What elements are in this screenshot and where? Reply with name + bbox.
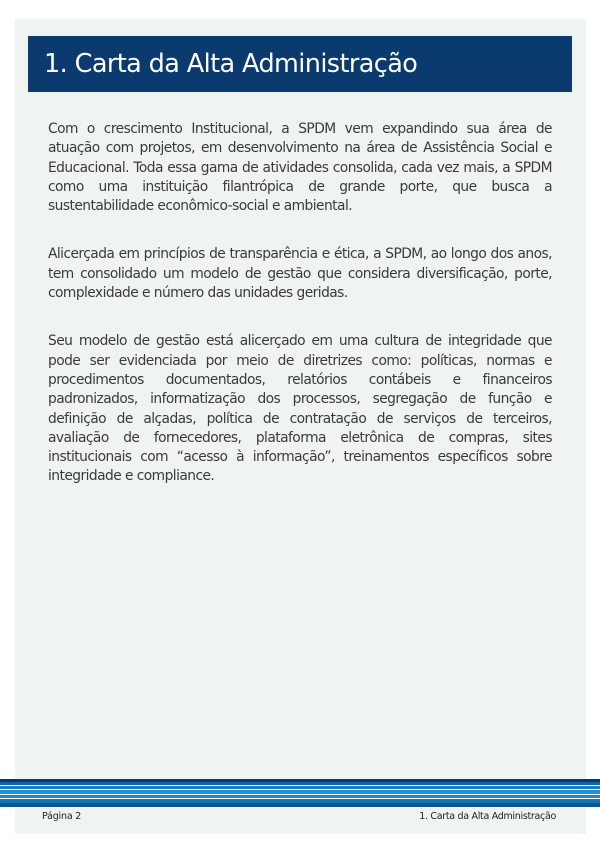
page-number: Página 2 xyxy=(42,811,82,822)
footer-section-title: 1. Carta da Alta Administração xyxy=(419,811,556,822)
footer-stripes xyxy=(0,779,600,807)
paragraph-growth: Com o crescimento Institucional, a SPDM vem expandindo sua área de atuação com projetos, em desenvolvimento na área de Assistência Social e Educacional. Toda essa gama de atividades consolida, cada vez mais, a SPDM como uma instituição filantrópica de grande porte, que busca a sustentabilidade econômico-social e ambiental. xyxy=(48,121,552,215)
body-text xyxy=(48,120,552,516)
title-bar xyxy=(28,36,572,92)
page-title: 1. Carta da Alta Administração xyxy=(44,49,418,79)
paragraph-integrity: Seu modelo de gestão está alicerçado em uma cultura de integridade que pode ser evidenciada por meio de diretrizes como: políticas, normas e procedimentos documentados, relatórios contábeis e financeiros padronizados, informatização dos processos, segregação de função e definição de alçadas, política de contratação de serviços de terceiros, avaliação de fornecedores, plataforma eletrônica de compras, sites institucionais com “acesso à informação”, treinamentos específicos sobre integridade e compliance. xyxy=(48,333,552,485)
paragraph-principles: Alicerçada em princípios de transparência e ética, a SPDM, ao longo dos anos, tem consolidado um modelo de gestão que considera diversificação, porte, complexidade e número das unidades geridas. xyxy=(48,246,552,302)
